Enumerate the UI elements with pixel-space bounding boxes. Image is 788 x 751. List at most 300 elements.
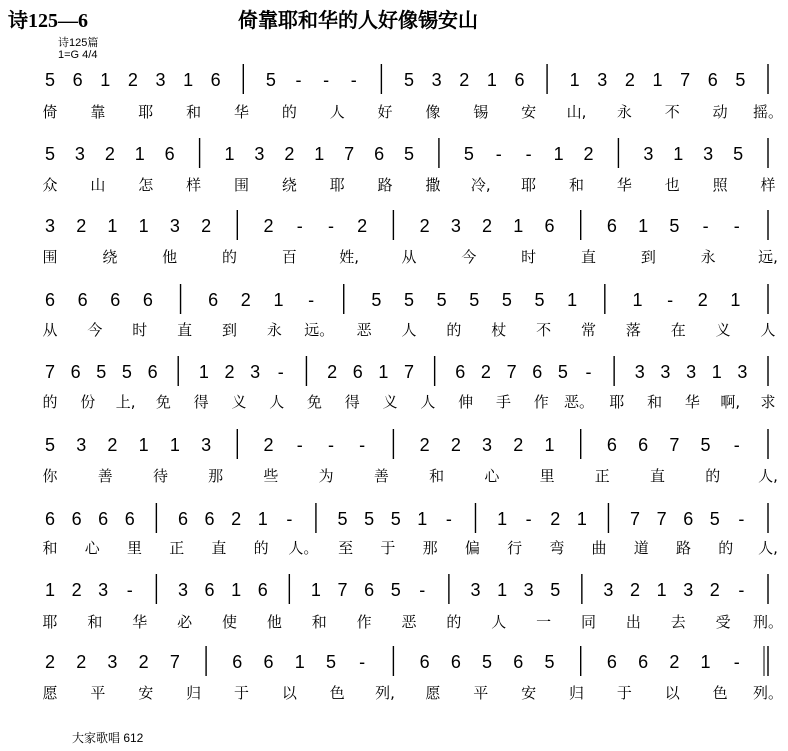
lyric-syllable: 永 (700, 248, 716, 266)
note: 6 (263, 652, 274, 672)
note: 1 (134, 144, 145, 164)
note: 1 (576, 509, 587, 529)
note: 5 (501, 290, 512, 310)
note: 2 (44, 652, 56, 672)
note: 6 (210, 70, 221, 90)
note: 1 (711, 362, 722, 382)
note: 5 (550, 580, 561, 600)
note: 2 (630, 580, 641, 600)
lyric-syllable: 的 (718, 539, 734, 557)
note: 2 (482, 216, 493, 236)
note: 6 (450, 652, 461, 672)
note: 1 (273, 290, 284, 310)
lyric-syllable: 伸 (458, 393, 474, 411)
lyric-syllable: 以 (281, 684, 297, 702)
hold-dash: - (738, 509, 745, 529)
hold-dash: - (277, 362, 284, 382)
note: 6 (164, 144, 175, 164)
note: 5 (371, 290, 382, 310)
lyric-syllable: 耶 (138, 103, 154, 121)
lyric-syllable: 归 (569, 684, 585, 702)
note: 1 (107, 216, 118, 236)
lyric-syllable: 从 (401, 248, 417, 266)
hold-dash: - (296, 216, 303, 236)
note: 6 (638, 652, 649, 672)
note: 1 (378, 362, 389, 382)
hold-dash: - (733, 216, 740, 236)
lyric-syllable: 和 (87, 613, 103, 631)
note: 3 (76, 435, 87, 455)
lyric-syllable: 直 (211, 539, 227, 557)
lyric-syllable: 安 (521, 103, 537, 121)
lyric-syllable: 耶 (609, 393, 625, 411)
note: 6 (71, 509, 82, 529)
lyric-syllable: 份 (80, 393, 96, 411)
note: 2 (76, 652, 87, 672)
note: 6 (455, 362, 466, 382)
lyric-syllable: 的 (42, 393, 58, 411)
hold-dash: - (733, 652, 740, 672)
note: 1 (652, 70, 663, 90)
lyric-syllable: 时 (132, 321, 148, 339)
note: 1 (138, 216, 149, 236)
lyric-syllable: 人 (329, 103, 345, 121)
lyric-syllable: 永 (616, 103, 632, 121)
note: 7 (344, 144, 355, 164)
note: 1 (486, 70, 497, 90)
lyric-syllable: 的 (253, 539, 269, 557)
note: 6 (514, 70, 525, 90)
hold-dash: - (323, 70, 330, 90)
lyric-syllable: 免 (155, 393, 171, 411)
lyric-syllable: 去 (670, 613, 686, 631)
lyric-syllable: 不 (536, 321, 552, 339)
note: 6 (683, 509, 694, 529)
lyric-syllable: 人 (760, 321, 776, 339)
hold-dash: - (445, 509, 452, 529)
lyric-syllable: 义 (382, 393, 398, 411)
note: 3 (660, 362, 671, 382)
lyric-syllable: 照 (712, 176, 728, 194)
note: 2 (127, 70, 138, 90)
lyric-syllable: 以 (664, 684, 680, 702)
note: 2 (624, 70, 635, 90)
lyric-syllable: 华 (233, 103, 249, 121)
note: 2 (224, 362, 235, 382)
hold-dash: - (525, 144, 532, 164)
lyric-syllable: 冷, (470, 176, 491, 194)
note: 6 (98, 509, 109, 529)
note: 3 (155, 70, 166, 90)
lyric-syllable: 道 (633, 539, 649, 557)
lyric-syllable: 安 (138, 684, 154, 702)
note: 1 (169, 435, 180, 455)
lyric-syllable: 撒 (425, 176, 441, 194)
hold-dash: - (525, 509, 532, 529)
lyric-syllable: 摇。 (752, 103, 784, 121)
lyric-syllable: 于 (380, 539, 396, 557)
lyric-syllable: 平 (473, 684, 489, 702)
hold-dash: - (702, 216, 709, 236)
note: 3 (470, 580, 481, 600)
lyric-syllable: 安 (521, 684, 537, 702)
note: 6 (606, 435, 617, 455)
lyric-syllable: 曲 (591, 539, 607, 557)
lyric-syllable: 正 (169, 539, 185, 557)
lyric-syllable: 直 (650, 467, 666, 485)
lyric-syllable: 山 (90, 176, 106, 194)
lyric-syllable: 直 (580, 248, 597, 266)
lyric-syllable: 人, (758, 539, 778, 557)
note: 2 (327, 362, 338, 382)
lyric-syllable: 求 (760, 393, 776, 411)
note: 3 (431, 70, 442, 90)
note: 7 (403, 362, 415, 382)
lyric-syllable: 里 (126, 539, 142, 557)
lyric-syllable: 色 (712, 684, 728, 702)
note: 2 (201, 216, 212, 236)
note: 1 (632, 290, 643, 310)
lyric-syllable: 的 (221, 248, 238, 266)
psalm-number: 诗125—6 (8, 10, 88, 32)
lyric-syllable: 和 (569, 176, 585, 194)
note: 3 (643, 144, 654, 164)
note: 1 (257, 509, 268, 529)
lyric-syllable: 华 (616, 176, 632, 194)
note: 5 (337, 509, 348, 529)
lyric-syllable: 绕 (102, 248, 118, 266)
note: 6 (124, 509, 135, 529)
lyric-syllable: 些 (263, 467, 279, 485)
note: 5 (44, 70, 56, 90)
note: 2 (450, 435, 461, 455)
note: 3 (201, 435, 212, 455)
note: 6 (544, 216, 555, 236)
note: 1 (673, 144, 684, 164)
note: 6 (77, 290, 88, 310)
note: 2 (231, 509, 242, 529)
lyric-syllable: 和 (429, 467, 445, 485)
lyric-syllable: 人 (420, 393, 436, 411)
note: 5 (557, 362, 568, 382)
note: 2 (357, 216, 368, 236)
lyric-syllable: 的 (446, 321, 462, 339)
note: 5 (733, 144, 744, 164)
note: 1 (656, 580, 667, 600)
note: 2 (480, 362, 491, 382)
lyric-syllable: 的 (705, 467, 721, 485)
note: 3 (74, 144, 85, 164)
lyric-syllable: 那 (422, 539, 438, 557)
note: 3 (683, 580, 694, 600)
note: 2 (697, 290, 708, 310)
note: 5 (403, 70, 415, 90)
note: 5 (709, 509, 720, 529)
lyric-syllable: 人, (758, 467, 778, 485)
lyric-syllable: 恶。 (564, 393, 595, 411)
note: 2 (583, 144, 594, 164)
note: 1 (544, 435, 555, 455)
lyric-syllable: 出 (625, 613, 641, 631)
lyric-syllable: 必 (177, 613, 193, 631)
note: 1 (638, 216, 649, 236)
note: 2 (669, 652, 680, 672)
lyric-syllable: 于 (233, 684, 249, 702)
note: 1 (567, 290, 578, 310)
note: 6 (532, 362, 543, 382)
note: 5 (403, 290, 415, 310)
hold-dash: - (419, 580, 426, 600)
note: 5 (364, 509, 375, 529)
note: 5 (735, 70, 746, 90)
note: 5 (44, 435, 56, 455)
lyric-syllable: 众 (42, 176, 58, 194)
lyric-syllable: 不 (664, 103, 680, 121)
lyric-syllable: 靠 (90, 103, 106, 121)
lyric-syllable: 愿 (425, 684, 441, 702)
note: 5 (96, 362, 107, 382)
lyric-syllable: 百 (281, 248, 297, 266)
lyric-syllable: 为 (318, 467, 334, 485)
note: 1 (569, 70, 580, 90)
lyric-syllable: 路 (676, 539, 692, 557)
note: 3 (482, 435, 493, 455)
lyric-syllable: 和 (311, 613, 327, 631)
lyric-syllable: 愿 (42, 684, 58, 702)
lyric-syllable: 刑。 (752, 613, 784, 631)
lyric-syllable: 远。 (304, 321, 335, 339)
lyric-syllable: 今 (87, 321, 103, 339)
note: 6 (204, 580, 215, 600)
lyric-syllable: 时 (521, 248, 537, 266)
note: 5 (121, 362, 132, 382)
lyric-syllable: 善 (97, 467, 113, 485)
note: 3 (177, 580, 188, 600)
note: 1 (497, 580, 508, 600)
note: 7 (44, 362, 56, 382)
lyric-syllable: 今 (461, 248, 477, 266)
lyric-syllable: 路 (377, 176, 393, 194)
lyric-syllable: 人 (491, 613, 507, 631)
lyric-syllable: 耶 (329, 176, 345, 194)
note: 7 (680, 70, 691, 90)
lyric-syllable: 耶 (42, 613, 58, 631)
note: 1 (513, 216, 524, 236)
lyric-syllable: 弯 (549, 539, 565, 557)
hold-dash: - (350, 70, 357, 90)
lyric-syllable: 手 (495, 393, 511, 411)
lyric-syllable: 怎 (138, 176, 154, 194)
hold-dash: - (667, 290, 674, 310)
lyric-syllable: 心 (84, 539, 100, 557)
lyric-syllable: 至 (338, 539, 354, 557)
lyric-syllable: 义 (231, 393, 247, 411)
note: 7 (630, 509, 641, 529)
note: 2 (138, 652, 149, 672)
note: 7 (656, 509, 667, 529)
hold-dash: - (327, 435, 334, 455)
note: 6 (142, 290, 153, 310)
note: 2 (459, 70, 470, 90)
note: 3 (98, 580, 109, 600)
lyric-syllable: 平 (90, 684, 106, 702)
note: 3 (634, 362, 645, 382)
note: 3 (523, 580, 534, 600)
psalm-reference: 诗125篇 (58, 37, 99, 49)
lyric-syllable: 那 (208, 467, 224, 485)
note: 1 (497, 509, 508, 529)
lyric-syllable: 免 (307, 393, 323, 411)
note: 6 (707, 70, 718, 90)
lyric-syllable: 作 (356, 613, 372, 631)
note: 6 (147, 362, 158, 382)
hold-dash: - (585, 362, 592, 382)
hold-dash: - (286, 509, 293, 529)
lyric-syllable: 直 (177, 321, 193, 339)
note: 1 (224, 144, 235, 164)
note: 5 (463, 144, 474, 164)
note: 5 (436, 290, 447, 310)
note: 2 (550, 509, 561, 529)
note: 6 (606, 216, 617, 236)
note: 6 (110, 290, 121, 310)
lyric-syllable: 和 (186, 103, 202, 121)
lyric-syllable: 和 (647, 393, 663, 411)
note: 5 (469, 290, 480, 310)
lyric-syllable: 耶 (521, 176, 537, 194)
note: 3 (737, 362, 748, 382)
note: 6 (72, 70, 83, 90)
lyric-syllable: 列, (375, 684, 395, 702)
note: 3 (597, 70, 608, 90)
note: 5 (390, 580, 401, 600)
note: 6 (44, 509, 56, 529)
lyric-syllable: 华 (132, 613, 148, 631)
lyric-syllable: 他 (162, 248, 178, 266)
note: 2 (240, 290, 251, 310)
note: 3 (450, 216, 461, 236)
lyric-syllable: 色 (329, 684, 345, 702)
lyric-syllable: 人 (401, 321, 417, 339)
note: 1 (294, 652, 305, 672)
note: 2 (419, 216, 430, 236)
hold-dash: - (308, 290, 315, 310)
note: 2 (263, 435, 274, 455)
lyric-syllable: 好 (377, 103, 393, 121)
note: 3 (107, 652, 118, 672)
hold-dash: - (495, 144, 502, 164)
note: 5 (482, 652, 493, 672)
lyric-syllable: 上, (115, 393, 136, 411)
lyric-syllable: 山, (566, 103, 587, 121)
lyric-syllable: 也 (664, 176, 680, 194)
lyric-syllable: 绕 (281, 176, 297, 194)
note: 6 (374, 144, 385, 164)
lyric-syllable: 到 (640, 248, 656, 266)
note: 2 (104, 144, 115, 164)
note: 1 (44, 580, 56, 600)
lyric-syllable: 啊, (720, 393, 741, 411)
lyric-syllable: 样 (186, 176, 202, 194)
lyric-syllable: 他 (266, 613, 282, 631)
note: 3 (250, 362, 261, 382)
lyric-syllable: 的 (446, 613, 462, 631)
lyric-syllable: 常 (580, 321, 597, 339)
note: 5 (390, 509, 401, 529)
note: 2 (107, 435, 118, 455)
lyric-syllable: 到 (221, 321, 238, 339)
lyric-syllable: 一 (536, 613, 552, 631)
note: 6 (257, 580, 268, 600)
note: 1 (100, 70, 111, 90)
lyric-syllable: 里 (539, 467, 555, 485)
lyric-syllable: 在 (670, 321, 686, 339)
note: 1 (138, 435, 149, 455)
note: 7 (506, 362, 517, 382)
lyric-syllable: 人 (269, 393, 285, 411)
lyric-syllable: 倚 (42, 103, 58, 121)
lyric-syllable: 远, (758, 248, 778, 266)
note: 6 (513, 652, 524, 672)
lyric-syllable: 恶 (401, 613, 417, 631)
lyric-syllable: 姓, (339, 248, 360, 266)
note: 5 (700, 435, 711, 455)
hymnal-source: 大家歌唱 612 (72, 731, 144, 745)
lyric-syllable: 正 (594, 467, 610, 485)
note: 3 (603, 580, 614, 600)
note: 1 (198, 362, 209, 382)
lyric-syllable: 的 (281, 103, 297, 121)
note: 1 (310, 580, 321, 600)
lyric-syllable: 偏 (464, 539, 480, 557)
note: 1 (314, 144, 325, 164)
lyric-syllable: 使 (221, 613, 238, 631)
lyric-syllable: 围 (233, 176, 249, 194)
note: 1 (730, 290, 741, 310)
hold-dash: - (738, 580, 745, 600)
note: 1 (417, 509, 428, 529)
note: 2 (709, 580, 720, 600)
note: 2 (419, 435, 430, 455)
note: 5 (669, 216, 680, 236)
lyric-syllable: 归 (186, 684, 202, 702)
lyric-syllable: 永 (266, 321, 282, 339)
lyric-syllable: 义 (715, 321, 731, 339)
lyric-syllable: 从 (42, 321, 58, 339)
key-and-time-signature: 1=G 4/4 (58, 49, 98, 61)
note: 1 (231, 580, 242, 600)
lyric-syllable: 得 (193, 393, 209, 411)
note: 3 (686, 362, 697, 382)
note: 6 (177, 509, 188, 529)
note: 6 (352, 362, 363, 382)
note: 1 (183, 70, 194, 90)
note: 6 (419, 652, 430, 672)
hold-dash: - (359, 435, 366, 455)
lyric-syllable: 人。 (288, 539, 319, 557)
note: 6 (208, 290, 219, 310)
lyric-syllable: 样 (760, 176, 776, 194)
note: 6 (606, 652, 617, 672)
lyric-syllable: 和 (42, 539, 58, 557)
lyric-syllable: 待 (152, 467, 168, 485)
lyric-syllable: 杖 (491, 321, 507, 339)
note: 2 (284, 144, 295, 164)
hold-dash: - (359, 652, 366, 672)
hold-dash: - (327, 216, 334, 236)
note: 6 (44, 290, 56, 310)
note: 6 (232, 652, 243, 672)
